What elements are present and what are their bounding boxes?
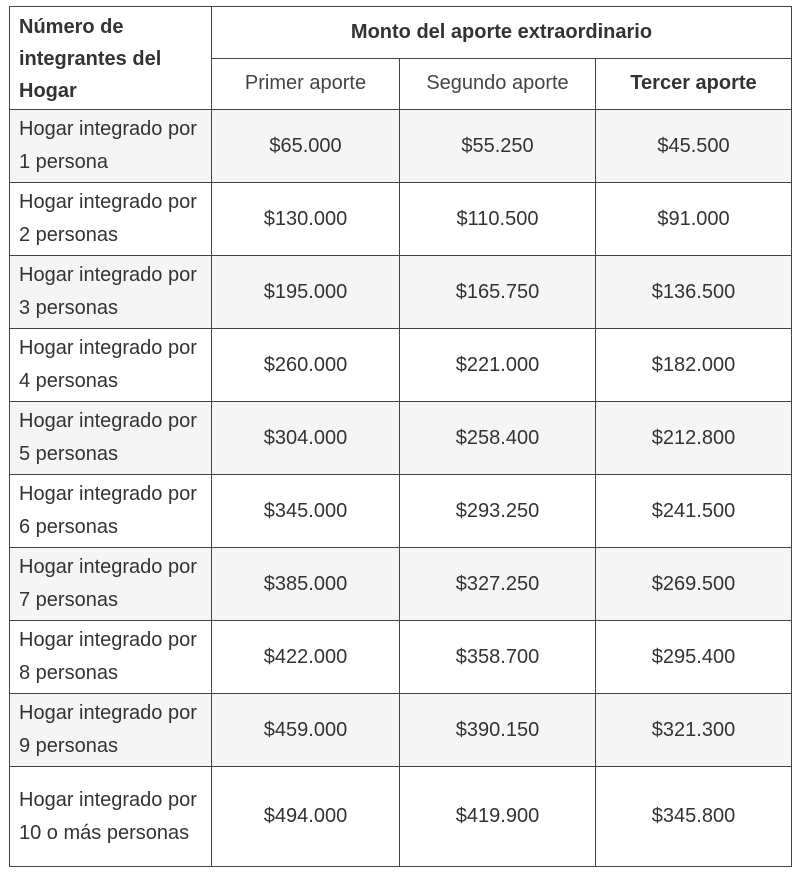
cell-tercer: $321.300: [596, 694, 792, 767]
cell-tercer: $91.000: [596, 183, 792, 256]
cell-primer: $65.000: [212, 110, 400, 183]
column-header-primer: Primer aporte: [212, 58, 400, 110]
table-row: [10, 621, 792, 694]
cell-primer: $422.000: [212, 621, 400, 694]
row-label: Hogar integrado por 1 persona: [10, 110, 212, 183]
group-header: Monto del aporte extraordinario: [212, 7, 792, 59]
table-row: [10, 402, 792, 475]
cell-primer: $130.000: [212, 183, 400, 256]
cell-segundo: $419.900: [400, 767, 596, 867]
row-label: Hogar integrado por 3 personas: [10, 256, 212, 329]
cell-segundo: $358.700: [400, 621, 596, 694]
row-label: Hogar integrado por 5 personas: [10, 402, 212, 475]
corner-header: Número de integrantes del Hogar: [10, 7, 212, 110]
table-row: [10, 767, 792, 867]
cell-segundo: $258.400: [400, 402, 596, 475]
cell-segundo: $293.250: [400, 475, 596, 548]
row-label: Hogar integrado por 6 personas: [10, 475, 212, 548]
cell-tercer: $269.500: [596, 548, 792, 621]
table-row: [10, 110, 792, 183]
cell-tercer: $212.800: [596, 402, 792, 475]
cell-tercer: $182.000: [596, 329, 792, 402]
aporte-table: [9, 6, 792, 867]
table-body: [10, 110, 792, 867]
cell-primer: $195.000: [212, 256, 400, 329]
cell-tercer: $345.800: [596, 767, 792, 867]
cell-primer: $385.000: [212, 548, 400, 621]
cell-segundo: $165.750: [400, 256, 596, 329]
cell-tercer: $241.500: [596, 475, 792, 548]
row-label: Hogar integrado por 7 personas: [10, 548, 212, 621]
cell-primer: $304.000: [212, 402, 400, 475]
row-label: Hogar integrado por 2 personas: [10, 183, 212, 256]
cell-segundo: $390.150: [400, 694, 596, 767]
row-label: Hogar integrado por 8 personas: [10, 621, 212, 694]
table-row: [10, 475, 792, 548]
table-row: [10, 329, 792, 402]
cell-segundo: $110.500: [400, 183, 596, 256]
table-header: [10, 7, 792, 110]
cell-tercer: $295.400: [596, 621, 792, 694]
cell-tercer: $45.500: [596, 110, 792, 183]
column-header-tercer: Tercer aporte: [596, 58, 792, 110]
table-row: [10, 183, 792, 256]
cell-segundo: $327.250: [400, 548, 596, 621]
cell-segundo: $55.250: [400, 110, 596, 183]
cell-primer: $459.000: [212, 694, 400, 767]
cell-segundo: $221.000: [400, 329, 596, 402]
cell-primer: $345.000: [212, 475, 400, 548]
row-label: Hogar integrado por 4 personas: [10, 329, 212, 402]
table-row: [10, 548, 792, 621]
cell-tercer: $136.500: [596, 256, 792, 329]
row-label: Hogar integrado por 10 o más personas: [10, 767, 212, 867]
row-label: Hogar integrado por 9 personas: [10, 694, 212, 767]
column-header-segundo: Segundo aporte: [400, 58, 596, 110]
cell-primer: $260.000: [212, 329, 400, 402]
cell-primer: $494.000: [212, 767, 400, 867]
table-row: [10, 256, 792, 329]
table-row: [10, 694, 792, 767]
